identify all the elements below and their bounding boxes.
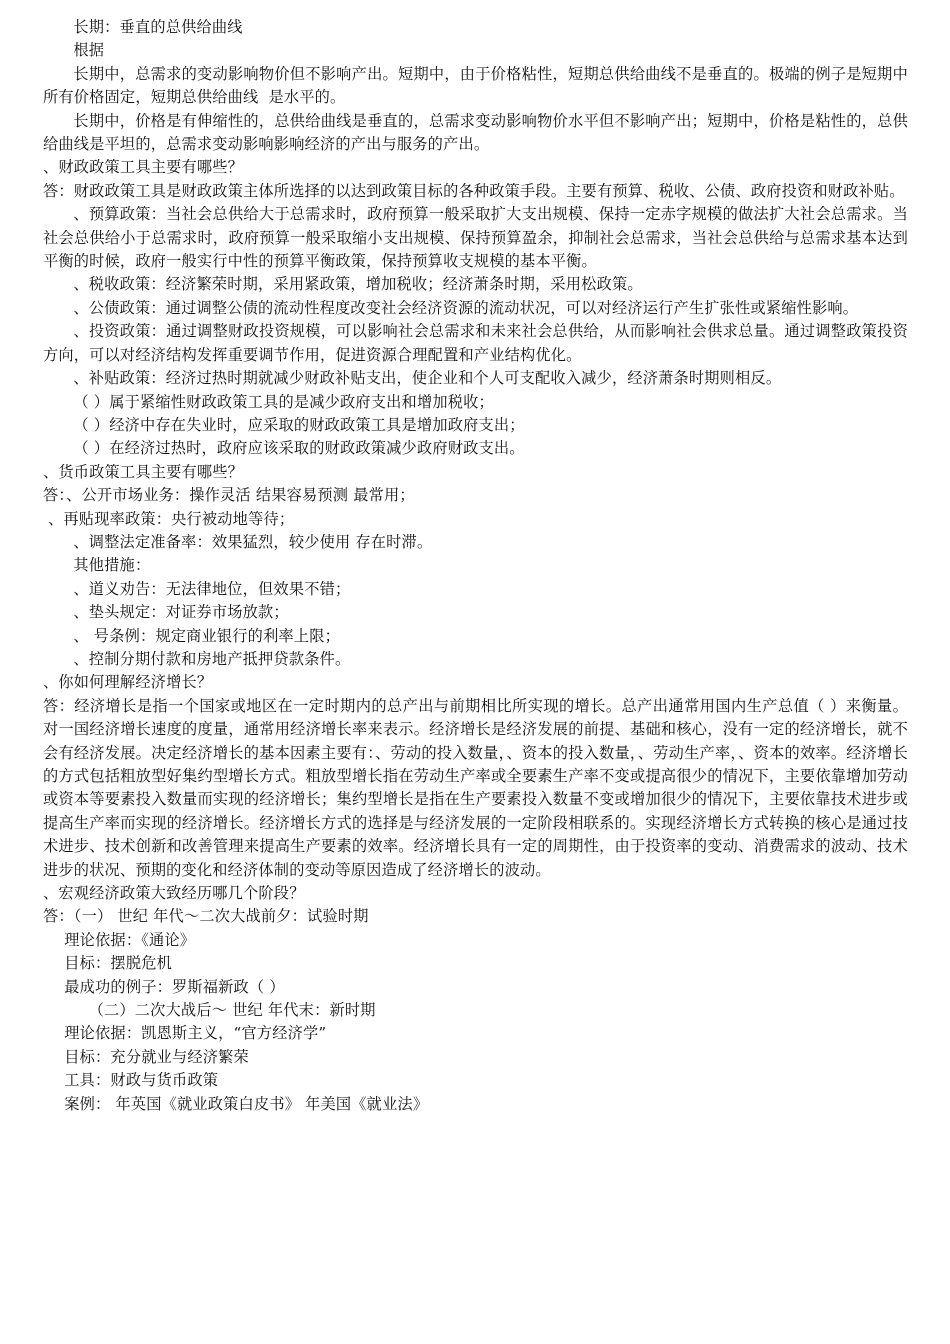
paragraph: 、 号条例：规定商业银行的利率上限； — [73, 626, 341, 645]
paragraph: 长期中，总需求的变动影响物价但不影响产出。短期中，由于价格粘性，短期总供给曲线不是垂直的。极端的例子是短期中所有价格固定，短期总供给曲线 ​ 是水平的。 — [43, 64, 908, 107]
paragraph: 其他措施： — [73, 556, 151, 575]
paragraph: （ ）属于紧缩性财政政策工具的是减少政府支出和增加税收； — [73, 392, 494, 411]
paragraph: 、调整法定准备率：效果猛烈，较少使用 存在时滞。 — [73, 532, 433, 551]
paragraph: 答：财政政策工具是财政政策主体所选择的以达到政策目标的各种政策手段。主要有预算、税收、公债、政府投资和财政补贴。 — [43, 181, 905, 200]
paragraph: （ ）在经济过热时，政府应该采取的财政政策减少政府财政支出。 — [73, 439, 525, 458]
paragraph: 长期：垂直的总供给曲线 ​ ​ — [73, 18, 253, 36]
paragraph: 、道义劝告：无法律地位，但效果不错； — [73, 579, 351, 598]
paragraph: 根据 ​ ​ ​ ​ ​ — [73, 41, 130, 60]
paragraph: 、财政政策工具主要有哪些？ — [43, 158, 244, 177]
paragraph: 答：（一） 世纪 年代～二次大战前夕：试验时期 — [43, 907, 369, 926]
paragraph: 、公债政策：通过调整公债的流动性程度改变社会经济资源的流动状况，可以对经济运行产生扩张性或紧缩性影响。 — [73, 298, 859, 317]
paragraph: 、补贴政策：经济过热时期就减少财政补贴支出，使企业和个人可支配收入减少，经济萧条时期则相反。 — [73, 369, 782, 388]
paragraph: 答：经济增长是指一个国家或地区在一定时期内的总产出与前期相比所实现的增长。总产出通常用国内生产总值（ ）来衡量。对一国经济增长速度的度量，通常用经济增长率来表示。经济增长是经济发展的前提、基础和核心，没有一定的经济增长，就不会有经济发展。决定经济增长的基本因素主要有：、劳动的投入数量，、资本的投入数量，、劳动生产率，、资本的效率。经济增长的方式包括粗放型好集约型增长方式。粗放型增长指在劳动生产率或全要素生产率不变或提高很少的情况下，主要依靠增加劳动或资本等要素投入数量而实现的经济增长；集约型增长是指在生产要素投入数量不变或增加很少的情况下，主要依靠技术进步或提高生产率而实现的经济增长。经济增长方式的选择是与经济发展的一定阶段相联系的。实现经济增长方式转换的核心是通过技术进步、技术创新和改善管理来提高生产要素的效率。经济增长具有一定的周期性，由于投资率的变动、消费需求的波动、技术进步的状况、预期的变化和经济体制的变动等原因造成了经济增长的波动。 — [43, 696, 908, 879]
paragraph: 最成功的例子：罗斯福新政（ ） — [64, 977, 285, 996]
paragraph: 、投资政策：通过调整财政投资规模，可以影响社会总需求和未来社会总供给，从而影响社会供求总量。通过调整政策投资方向，可以对经济结构发挥重要调节作用，促进资源合理配置和产业结构优化。 — [43, 322, 908, 364]
paragraph: 答：、公开市场业务：操作灵活 结果容易预测 最常用； — [43, 486, 415, 505]
paragraph: 、控制分期付款和房地产抵押贷款条件。 — [73, 649, 351, 668]
paragraph: （二）二次大战后～ 世纪 年代末：新时期 — [88, 1001, 376, 1020]
paragraph: 理论依据：凯恩斯主义，“官方经济学” — [64, 1024, 327, 1043]
paragraph: 目标：摆脱危机 — [64, 954, 172, 973]
paragraph: 工具：财政与货币政策 — [64, 1071, 219, 1090]
paragraph: 、预算政策：当社会总供给大于总需求时，政府预算一般采取扩大支出规模、保持一定赤字规模的做法扩大社会总需求。当社会总供给小于总需求时，政府预算一般采取缩小支出规模、保持预算盈余，抑制社会总需求，当社会总供给与总需求基本达到平衡的时候，政府一般实行中性的预算平衡政策，保持预算收支规模的基本平衡。 — [43, 205, 908, 271]
paragraph: ​ 、再贴现率政策：央行被动地等待； — [43, 509, 295, 528]
paragraph: 、垫头规定：对证券市场放款； — [73, 603, 289, 622]
paragraph: （ ）经济中存在失业时，应采取的财政政策工具是增加政府支出； — [73, 415, 525, 434]
paragraph: 理论依据：《通论》 — [64, 930, 196, 949]
paragraph: 、税收政策：经济繁荣时期，采用紧政策，增加税收；经济萧条时期，采用松政策。 — [73, 275, 643, 294]
paragraph: 目标：充分就业与经济繁荣 — [64, 1047, 249, 1066]
paragraph: 、货币政策工具主要有哪些？ — [43, 462, 244, 481]
paragraph: 长期中，价格是有伸缩性的，总供给曲线是垂直的，总需求变动影响物价水平但不影响产出；短期中，价格是粘性的，总供给曲线是平坦的，总需求变动影响影响经济的产出与服务的产出。 — [43, 111, 908, 154]
paragraph: 、宏观经济政策大致经历哪几个阶段？ — [43, 884, 305, 903]
paragraph: 、你如何理解经济增长？ — [43, 673, 213, 692]
paragraph: 案例： 年英国《就业政策白皮书》 年美国《就业法》 — [64, 1094, 429, 1113]
